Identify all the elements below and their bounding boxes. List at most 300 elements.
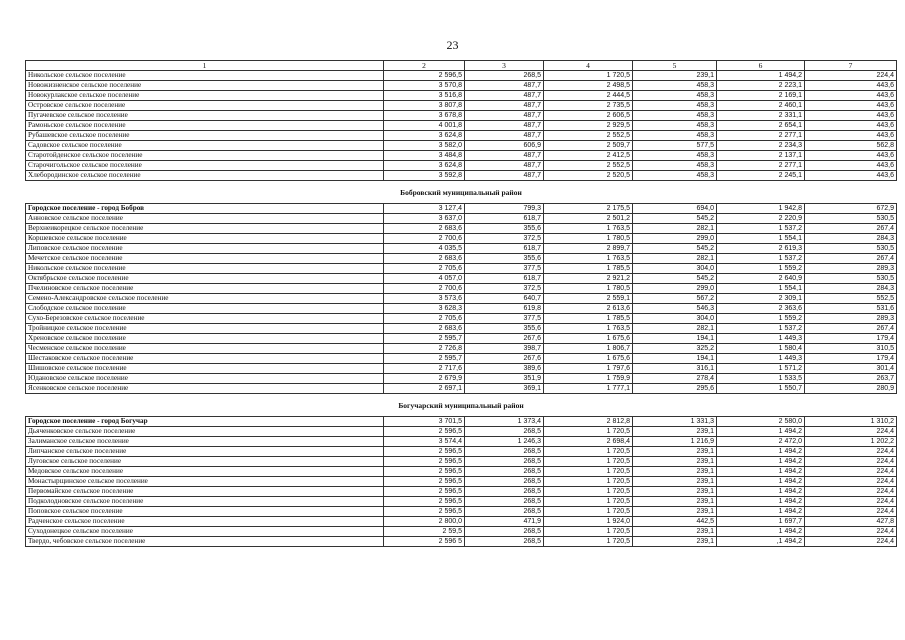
value-cell: 1 494,2 xyxy=(717,71,805,81)
value-cell: 2 596,5 xyxy=(384,71,465,81)
table-row xyxy=(26,234,897,244)
value-cell: 239,1 xyxy=(633,507,717,517)
budget-table xyxy=(25,60,897,547)
value-cell: 3 807,8 xyxy=(384,101,465,111)
settlement-name: Островское сельское поселение xyxy=(26,101,384,111)
table-body xyxy=(26,71,897,547)
table-row xyxy=(26,517,897,527)
value-cell: 2 552,5 xyxy=(544,131,633,141)
table-row xyxy=(26,487,897,497)
settlement-name: Октябрьское сельское поселение xyxy=(26,274,384,284)
table-row xyxy=(26,141,897,151)
value-cell: 2 596,5 xyxy=(384,467,465,477)
value-cell: 1 720,5 xyxy=(544,507,633,517)
settlement-name: Пчелиновское сельское поселение xyxy=(26,284,384,294)
value-cell: 2 679,9 xyxy=(384,374,465,384)
value-cell: 239,1 xyxy=(633,467,717,477)
value-cell: 1 494,2 xyxy=(717,477,805,487)
column-header: 2 xyxy=(384,61,465,71)
settlement-name: Монастырщинское сельское поселение xyxy=(26,477,384,487)
settlement-name: Верхнеикорецкое сельское поселение xyxy=(26,224,384,234)
value-cell: 284,3 xyxy=(805,284,897,294)
value-cell: 224,4 xyxy=(805,71,897,81)
value-cell: 1 720,5 xyxy=(544,527,633,537)
value-cell: 304,0 xyxy=(633,314,717,324)
value-cell: 530,5 xyxy=(805,214,897,224)
value-cell: 1 806,7 xyxy=(544,344,633,354)
value-cell: 268,5 xyxy=(465,527,544,537)
page-number: 23 xyxy=(446,38,459,52)
value-cell: 224,4 xyxy=(805,467,897,477)
value-cell: 278,4 xyxy=(633,374,717,384)
column-header: 4 xyxy=(544,61,633,71)
value-cell: 295,6 xyxy=(633,384,717,394)
value-cell: 1 924,0 xyxy=(544,517,633,527)
value-cell: 2 717,6 xyxy=(384,364,465,374)
value-cell: 2 596,5 xyxy=(384,447,465,457)
value-cell: 268,5 xyxy=(465,457,544,467)
value-cell: 577,5 xyxy=(633,141,717,151)
value-cell: 239,1 xyxy=(633,527,717,537)
table-row xyxy=(26,91,897,101)
value-cell: 239,1 xyxy=(633,447,717,457)
value-cell: 1 697,7 xyxy=(717,517,805,527)
value-cell: 268,5 xyxy=(465,477,544,487)
value-cell: 1 537,2 xyxy=(717,324,805,334)
value-cell: 1 675,6 xyxy=(544,334,633,344)
settlement-name: Луговское сельское поселение xyxy=(26,457,384,467)
value-cell: 2 169,1 xyxy=(717,91,805,101)
value-cell: 2 899,7 xyxy=(544,244,633,254)
table-row xyxy=(26,384,897,394)
value-cell: 427,8 xyxy=(805,517,897,527)
value-cell: 282,1 xyxy=(633,254,717,264)
value-cell: 443,6 xyxy=(805,81,897,91)
value-cell: 3 624,8 xyxy=(384,131,465,141)
table-row xyxy=(26,344,897,354)
value-cell: 268,5 xyxy=(465,467,544,477)
value-cell: 372,5 xyxy=(465,234,544,244)
value-cell: 2 460,1 xyxy=(717,101,805,111)
value-cell: 239,1 xyxy=(633,487,717,497)
value-cell: 268,5 xyxy=(465,497,544,507)
settlement-name: Тройницкое сельское поселение xyxy=(26,324,384,334)
value-cell: 2 595,7 xyxy=(384,354,465,364)
value-cell: 1 720,5 xyxy=(544,467,633,477)
value-cell: 546,3 xyxy=(633,304,717,314)
settlement-name: Слободское сельское поселение xyxy=(26,304,384,314)
value-cell: 3 574,4 xyxy=(384,437,465,447)
settlement-name: Радченское сельское поселение xyxy=(26,517,384,527)
value-cell: 369,1 xyxy=(465,384,544,394)
table-row xyxy=(26,71,897,81)
table-row xyxy=(26,151,897,161)
value-cell: 2 596,5 xyxy=(384,497,465,507)
value-cell: 2 705,6 xyxy=(384,264,465,274)
value-cell: ,1 494,2 xyxy=(717,537,805,547)
value-cell: 2 700,6 xyxy=(384,234,465,244)
value-cell: 2 921,2 xyxy=(544,274,633,284)
value-cell: 1 785,5 xyxy=(544,314,633,324)
value-cell: 2 596,5 xyxy=(384,427,465,437)
value-cell: 3 637,0 xyxy=(384,214,465,224)
value-cell: 618,7 xyxy=(465,274,544,284)
table-header xyxy=(26,61,897,71)
settlement-name: Медовское сельское поселение xyxy=(26,467,384,477)
value-cell: 351,9 xyxy=(465,374,544,384)
value-cell: 2 552,5 xyxy=(544,161,633,171)
table-row xyxy=(26,364,897,374)
value-cell: 443,6 xyxy=(805,131,897,141)
value-cell: 1 494,2 xyxy=(717,527,805,537)
value-cell: 545,2 xyxy=(633,244,717,254)
value-cell: 443,6 xyxy=(805,111,897,121)
value-cell: 268,5 xyxy=(465,447,544,457)
value-cell: 487,7 xyxy=(465,111,544,121)
value-cell: 2 277,1 xyxy=(717,161,805,171)
settlement-name: Семено-Александровское сельское поселение xyxy=(26,294,384,304)
value-cell: 1 777,1 xyxy=(544,384,633,394)
value-cell: 3 570,8 xyxy=(384,81,465,91)
settlement-name: Коршевское сельское поселение xyxy=(26,234,384,244)
table-row xyxy=(26,497,897,507)
settlement-name: Новожизненское сельское поселение xyxy=(26,81,384,91)
settlement-name: Подколодновское сельское поселение xyxy=(26,497,384,507)
value-cell: 1 554,1 xyxy=(717,234,805,244)
value-cell: 2 812,8 xyxy=(544,417,633,427)
value-cell: 2 697,1 xyxy=(384,384,465,394)
value-cell: 672,9 xyxy=(805,204,897,214)
value-cell: 4 001,8 xyxy=(384,121,465,131)
column-header: 5 xyxy=(633,61,717,71)
value-cell: 284,3 xyxy=(805,234,897,244)
value-cell: 3 624,8 xyxy=(384,161,465,171)
table-row xyxy=(26,447,897,457)
value-cell: 377,5 xyxy=(465,314,544,324)
settlement-name: Городское поселение - город Бобров xyxy=(26,204,384,214)
value-cell: 694,0 xyxy=(633,204,717,214)
table-row xyxy=(26,224,897,234)
value-cell: 1 494,2 xyxy=(717,427,805,437)
value-cell: 224,4 xyxy=(805,427,897,437)
table-row xyxy=(26,214,897,224)
value-cell: 377,5 xyxy=(465,264,544,274)
value-cell: 239,1 xyxy=(633,497,717,507)
value-cell: 263,7 xyxy=(805,374,897,384)
settlement-name: Хлебородинское сельское поселение xyxy=(26,171,384,181)
value-cell: 1 780,5 xyxy=(544,234,633,244)
value-cell: 224,4 xyxy=(805,447,897,457)
value-cell: 2 619,3 xyxy=(717,244,805,254)
value-cell: 267,6 xyxy=(465,354,544,364)
value-cell: 487,7 xyxy=(465,81,544,91)
value-cell: 1 571,2 xyxy=(717,364,805,374)
value-cell: 325,2 xyxy=(633,344,717,354)
value-cell: 194,1 xyxy=(633,334,717,344)
value-cell: 3 573,6 xyxy=(384,294,465,304)
value-cell: 304,0 xyxy=(633,264,717,274)
settlement-name: Липчанское сельское поселение xyxy=(26,447,384,457)
value-cell: 2 595,7 xyxy=(384,334,465,344)
settlement-name: Шишовское сельское поселение xyxy=(26,364,384,374)
value-cell: 268,5 xyxy=(465,71,544,81)
value-cell: 2 444,5 xyxy=(544,91,633,101)
value-cell: 268,5 xyxy=(465,507,544,517)
value-cell: 355,6 xyxy=(465,224,544,234)
value-cell: 1 780,5 xyxy=(544,284,633,294)
value-cell: 398,7 xyxy=(465,344,544,354)
value-cell: 289,3 xyxy=(805,314,897,324)
table-row xyxy=(26,457,897,467)
value-cell: 1 720,5 xyxy=(544,457,633,467)
value-cell: 458,3 xyxy=(633,161,717,171)
settlement-name: Пугачевское сельское поселение xyxy=(26,111,384,121)
settlement-name: Рамоньское сельское поселение xyxy=(26,121,384,131)
value-cell: 2 220,9 xyxy=(717,214,805,224)
value-cell: 194,1 xyxy=(633,354,717,364)
value-cell: 471,9 xyxy=(465,517,544,527)
section-title-row xyxy=(26,394,897,417)
table-row xyxy=(26,161,897,171)
value-cell: 224,4 xyxy=(805,477,897,487)
value-cell: 2 683,6 xyxy=(384,324,465,334)
table-row xyxy=(26,507,897,517)
value-cell: 545,2 xyxy=(633,274,717,284)
value-cell: 1 494,2 xyxy=(717,487,805,497)
value-cell: 1 720,5 xyxy=(544,427,633,437)
settlement-name: Сухо-Березовское сельское поселение xyxy=(26,314,384,324)
value-cell: 487,7 xyxy=(465,131,544,141)
table-row xyxy=(26,527,897,537)
value-cell: 562,8 xyxy=(805,141,897,151)
column-header: 3 xyxy=(465,61,544,71)
value-cell: 1 494,2 xyxy=(717,497,805,507)
value-cell: 2 654,1 xyxy=(717,121,805,131)
table-row xyxy=(26,81,897,91)
value-cell: 443,6 xyxy=(805,91,897,101)
value-cell: 1 533,5 xyxy=(717,374,805,384)
table-row xyxy=(26,324,897,334)
value-cell: 1 720,5 xyxy=(544,447,633,457)
value-cell: 458,3 xyxy=(633,171,717,181)
value-cell: 2 726,8 xyxy=(384,344,465,354)
value-cell: 239,1 xyxy=(633,477,717,487)
column-header: 1 xyxy=(26,61,384,71)
table-row xyxy=(26,467,897,477)
value-cell: 4 057,0 xyxy=(384,274,465,284)
value-cell: 619,8 xyxy=(465,304,544,314)
settlement-name: Мечетское сельское поселение xyxy=(26,254,384,264)
value-cell: 3 127,4 xyxy=(384,204,465,214)
value-cell: 1 720,5 xyxy=(544,71,633,81)
table-row xyxy=(26,171,897,181)
value-cell: 224,4 xyxy=(805,497,897,507)
value-cell: 2 929,5 xyxy=(544,121,633,131)
value-cell: 239,1 xyxy=(633,427,717,437)
value-cell: 268,5 xyxy=(465,487,544,497)
value-cell: 458,3 xyxy=(633,111,717,121)
value-cell: 618,7 xyxy=(465,244,544,254)
value-cell: 2 640,9 xyxy=(717,274,805,284)
value-cell: 267,4 xyxy=(805,224,897,234)
value-cell: 458,3 xyxy=(633,101,717,111)
settlement-name: Хреновское сельское поселение xyxy=(26,334,384,344)
value-cell: 2 277,1 xyxy=(717,131,805,141)
value-cell: 1 550,7 xyxy=(717,384,805,394)
settlement-name: Ясенковское сельское поселение xyxy=(26,384,384,394)
column-header: 7 xyxy=(805,61,897,71)
value-cell: 372,5 xyxy=(465,284,544,294)
value-cell: 282,1 xyxy=(633,324,717,334)
settlement-name: Городское поселение - город Богучар xyxy=(26,417,384,427)
value-cell: 2 501,2 xyxy=(544,214,633,224)
value-cell: 1 675,6 xyxy=(544,354,633,364)
value-cell: 2 596,5 xyxy=(384,457,465,467)
table-row xyxy=(26,111,897,121)
value-cell: 301,4 xyxy=(805,364,897,374)
value-cell: 487,7 xyxy=(465,151,544,161)
value-cell: 530,5 xyxy=(805,274,897,284)
value-cell: 1 559,2 xyxy=(717,314,805,324)
value-cell: 1 720,5 xyxy=(544,537,633,547)
value-cell: 2 698,4 xyxy=(544,437,633,447)
value-cell: 618,7 xyxy=(465,214,544,224)
value-cell: 1 763,5 xyxy=(544,224,633,234)
value-cell: 2 331,1 xyxy=(717,111,805,121)
value-cell: 2 520,5 xyxy=(544,171,633,181)
value-cell: 268,5 xyxy=(465,537,544,547)
value-cell: 2 735,5 xyxy=(544,101,633,111)
value-cell: 239,1 xyxy=(633,537,717,547)
table-row xyxy=(26,294,897,304)
value-cell: 3 701,5 xyxy=(384,417,465,427)
value-cell: 2 223,1 xyxy=(717,81,805,91)
settlement-name: Садовское сельское поселение xyxy=(26,141,384,151)
settlement-name: Чесменское сельское поселение xyxy=(26,344,384,354)
value-cell: 1 494,2 xyxy=(717,467,805,477)
table-row xyxy=(26,417,897,427)
value-cell: 267,4 xyxy=(805,324,897,334)
settlement-name: Первомайское сельское поселение xyxy=(26,487,384,497)
value-cell: 1 559,2 xyxy=(717,264,805,274)
settlement-name: Шестаковское сельское поселение xyxy=(26,354,384,364)
value-cell: 1 373,4 xyxy=(465,417,544,427)
value-cell: 2 175,5 xyxy=(544,204,633,214)
settlement-name: Залиманское сельское поселение xyxy=(26,437,384,447)
value-cell: 3 516,8 xyxy=(384,91,465,101)
value-cell: 640,7 xyxy=(465,294,544,304)
value-cell: 1 720,5 xyxy=(544,487,633,497)
value-cell: 1 494,2 xyxy=(717,507,805,517)
value-cell: 2 683,6 xyxy=(384,224,465,234)
value-cell: 2 596,5 xyxy=(384,477,465,487)
value-cell: 239,1 xyxy=(633,457,717,467)
table-row xyxy=(26,254,897,264)
value-cell: 3 628,3 xyxy=(384,304,465,314)
value-cell: 458,3 xyxy=(633,91,717,101)
section-title: Бобровский муниципальный район xyxy=(26,181,897,204)
value-cell: 1 763,5 xyxy=(544,324,633,334)
value-cell: 2 498,5 xyxy=(544,81,633,91)
value-cell: 1 785,5 xyxy=(544,264,633,274)
settlement-name: Юдановское сельское поселение xyxy=(26,374,384,384)
value-cell: 458,3 xyxy=(633,81,717,91)
value-cell: 443,6 xyxy=(805,171,897,181)
settlement-name: Анновское сельское поселение xyxy=(26,214,384,224)
value-cell: 1 449,3 xyxy=(717,334,805,344)
value-cell: 2 245,1 xyxy=(717,171,805,181)
settlement-name: Твердо, чебовское сельское поселение xyxy=(26,537,384,547)
table-row xyxy=(26,284,897,294)
value-cell: 268,5 xyxy=(465,427,544,437)
value-cell: 355,6 xyxy=(465,254,544,264)
value-cell: 3 582,0 xyxy=(384,141,465,151)
value-cell: 2 683,6 xyxy=(384,254,465,264)
settlement-name: Поповское сельское поселение xyxy=(26,507,384,517)
value-cell: 443,6 xyxy=(805,161,897,171)
settlement-name: Новокурлакское сельское поселение xyxy=(26,91,384,101)
value-cell: 552,5 xyxy=(805,294,897,304)
value-cell: 606,9 xyxy=(465,141,544,151)
settlement-name: Никольское сельское поселение xyxy=(26,71,384,81)
table-row xyxy=(26,274,897,284)
section-title-row xyxy=(26,181,897,204)
value-cell: 267,6 xyxy=(465,334,544,344)
value-cell: 299,0 xyxy=(633,234,717,244)
settlement-name: Липовское сельское поселение xyxy=(26,244,384,254)
value-cell: 545,2 xyxy=(633,214,717,224)
section-title: Богучарский муниципальный район xyxy=(26,394,897,417)
value-cell: 2 472,0 xyxy=(717,437,805,447)
value-cell: 1 537,2 xyxy=(717,224,805,234)
value-cell: 267,4 xyxy=(805,254,897,264)
settlement-name: Суходонецкое сельское поселение xyxy=(26,527,384,537)
table-row xyxy=(26,537,897,547)
value-cell: 2 580,0 xyxy=(717,417,805,427)
table-row xyxy=(26,101,897,111)
value-cell: 487,7 xyxy=(465,161,544,171)
table-row xyxy=(26,264,897,274)
value-cell: 299,0 xyxy=(633,284,717,294)
value-cell: 355,6 xyxy=(465,324,544,334)
value-cell: 2 234,3 xyxy=(717,141,805,151)
value-cell: 224,4 xyxy=(805,507,897,517)
value-cell: 2 559,1 xyxy=(544,294,633,304)
value-cell: 1 720,5 xyxy=(544,497,633,507)
table-row xyxy=(26,374,897,384)
value-cell: 487,7 xyxy=(465,121,544,131)
value-cell: 487,7 xyxy=(465,101,544,111)
value-cell: 2 596 5 xyxy=(384,537,465,547)
table-row xyxy=(26,314,897,324)
value-cell: 1 763,5 xyxy=(544,254,633,264)
settlement-name: Старотойденское сельское поселение xyxy=(26,151,384,161)
table-row xyxy=(26,304,897,314)
table-row xyxy=(26,204,897,214)
value-cell: 2 309,1 xyxy=(717,294,805,304)
value-cell: 239,1 xyxy=(633,71,717,81)
table-row xyxy=(26,477,897,487)
value-cell: 2 700,6 xyxy=(384,284,465,294)
column-header: 6 xyxy=(717,61,805,71)
value-cell: 799,3 xyxy=(465,204,544,214)
value-cell: 282,1 xyxy=(633,224,717,234)
value-cell: 389,6 xyxy=(465,364,544,374)
value-cell: 1 942,8 xyxy=(717,204,805,214)
value-cell: 2 705,6 xyxy=(384,314,465,324)
value-cell: 179,4 xyxy=(805,354,897,364)
table-row xyxy=(26,131,897,141)
